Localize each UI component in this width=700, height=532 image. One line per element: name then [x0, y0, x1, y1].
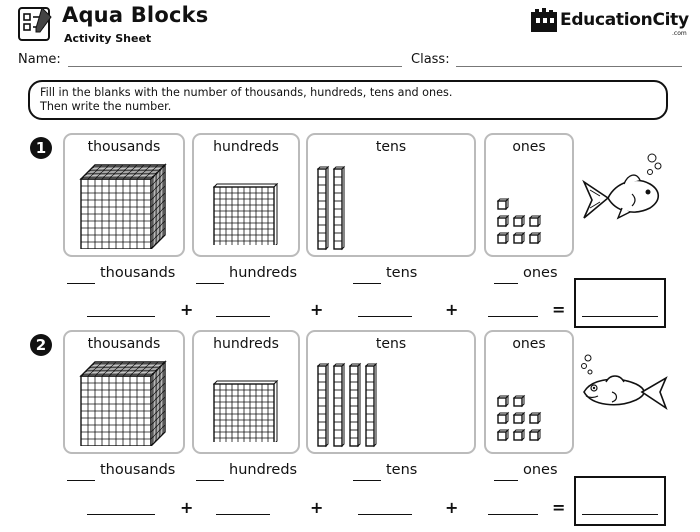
ten-rod	[366, 364, 376, 446]
brand-name: EducationCity	[560, 10, 689, 30]
blank-label: ones	[523, 462, 558, 478]
answer-box[interactable]	[574, 278, 666, 328]
hundreds-value-blank[interactable]	[216, 514, 270, 515]
plus-sign: +	[445, 300, 459, 319]
plus-sign: +	[445, 498, 459, 517]
answer-line	[582, 316, 658, 317]
blank-label: ones	[523, 265, 558, 281]
panel-heading: thousands	[87, 336, 161, 352]
tens-blank[interactable]	[353, 283, 381, 284]
brand-logo-icon	[530, 8, 558, 38]
hundred-flat-icon	[213, 183, 279, 245]
ones-panel	[484, 330, 574, 454]
equals-sign: =	[552, 300, 566, 319]
one-cubes-icon	[496, 197, 566, 253]
one-cube	[498, 199, 508, 209]
ones-blank[interactable]	[494, 283, 518, 284]
plus-sign: +	[180, 300, 194, 319]
fish-icon	[578, 352, 668, 422]
tens-value-blank[interactable]	[358, 514, 412, 515]
fish-icon	[578, 150, 668, 232]
equals-sign: =	[552, 498, 566, 517]
ten-rods-icon	[316, 362, 466, 450]
plus-sign: +	[180, 498, 194, 517]
panel-heading: tens	[375, 139, 407, 155]
one-cube	[514, 233, 524, 243]
page-subtitle: Activity Sheet	[64, 32, 152, 45]
ones-panel	[484, 133, 574, 257]
class-label: Class:	[411, 52, 450, 67]
tens-panel	[306, 133, 476, 257]
question-number: 2	[30, 334, 52, 356]
ten-rod	[334, 364, 344, 446]
ones-value-blank[interactable]	[488, 514, 538, 515]
blank-label: hundreds	[229, 462, 298, 478]
one-cube	[514, 430, 524, 440]
ones-value-blank[interactable]	[488, 316, 538, 317]
answer-box[interactable]	[574, 476, 666, 526]
blank-label: tens	[386, 462, 418, 478]
one-cube	[498, 233, 508, 243]
thousands-panel	[63, 133, 185, 257]
one-cube	[530, 216, 540, 226]
one-cube	[498, 396, 508, 406]
one-cube	[514, 396, 524, 406]
blank-label: thousands	[100, 265, 176, 281]
brand-suffix: .com	[672, 30, 687, 37]
blank-label: hundreds	[229, 265, 298, 281]
name-label: Name:	[18, 52, 61, 67]
hundreds-value-blank[interactable]	[216, 316, 270, 317]
hundreds-panel	[192, 330, 300, 454]
tens-panel	[306, 330, 476, 454]
ten-rod	[318, 167, 328, 249]
thousands-blank[interactable]	[67, 283, 95, 284]
ones-blank[interactable]	[494, 480, 518, 481]
one-cube	[530, 413, 540, 423]
answer-line	[582, 514, 658, 515]
panel-heading: ones	[512, 139, 546, 155]
thousands-value-blank[interactable]	[87, 514, 155, 515]
one-cube	[498, 430, 508, 440]
blank-label: thousands	[100, 462, 176, 478]
one-cubes-icon	[496, 394, 566, 450]
plus-sign: +	[310, 300, 324, 319]
one-cube	[514, 413, 524, 423]
hundred-flat-icon	[213, 380, 279, 442]
one-cube	[530, 233, 540, 243]
tens-blank[interactable]	[353, 480, 381, 481]
ten-rod	[350, 364, 360, 446]
class-field[interactable]	[456, 66, 682, 67]
panel-heading: thousands	[87, 139, 161, 155]
one-cube	[530, 430, 540, 440]
blank-label: tens	[386, 265, 418, 281]
hundreds-blank[interactable]	[196, 283, 224, 284]
one-cube	[498, 413, 508, 423]
instructions-box	[28, 80, 668, 120]
one-cube	[514, 216, 524, 226]
panel-heading: hundreds	[213, 336, 279, 352]
ten-rod	[318, 364, 328, 446]
panel-heading: hundreds	[213, 139, 279, 155]
thousand-cube-icon	[79, 163, 171, 249]
thousands-blank[interactable]	[67, 480, 95, 481]
hundreds-panel	[192, 133, 300, 257]
plus-sign: +	[310, 498, 324, 517]
ten-rods-icon	[316, 165, 466, 253]
instructions-line-1: Fill in the blanks with the number of thousands, hundreds, tens and ones.	[40, 86, 453, 99]
one-cube	[498, 216, 508, 226]
activity-sheet-icon	[16, 6, 56, 48]
thousand-cube-icon	[79, 360, 171, 446]
tens-value-blank[interactable]	[358, 316, 412, 317]
ten-rod	[334, 167, 344, 249]
panel-heading: ones	[512, 336, 546, 352]
hundreds-blank[interactable]	[196, 480, 224, 481]
instructions-line-2: Then write the number.	[40, 100, 172, 113]
thousands-value-blank[interactable]	[87, 316, 155, 317]
thousands-panel	[63, 330, 185, 454]
name-field[interactable]	[68, 66, 402, 67]
panel-heading: tens	[375, 336, 407, 352]
page-title: Aqua Blocks	[62, 3, 209, 27]
question-number: 1	[30, 137, 52, 159]
